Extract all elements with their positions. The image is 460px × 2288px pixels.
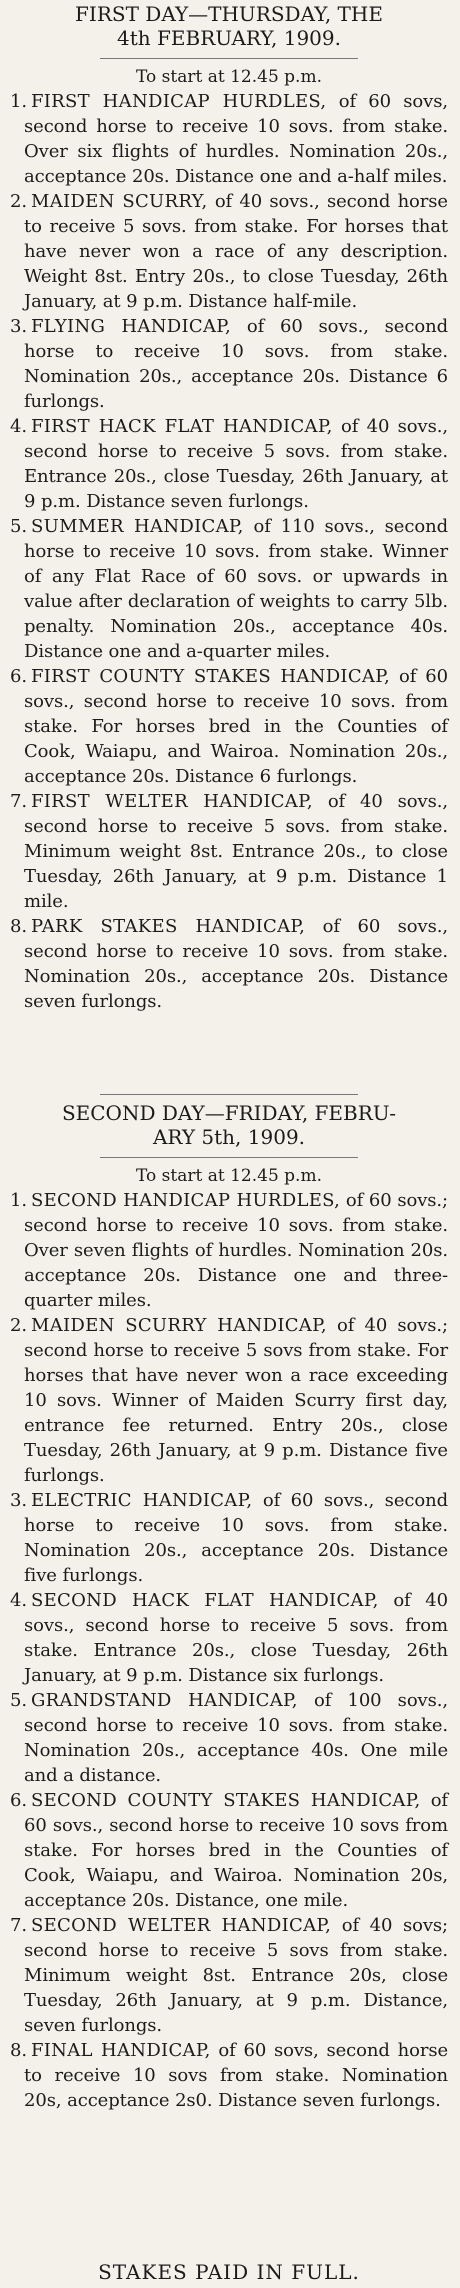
day-one-race-list bbox=[10, 89, 448, 1014]
day-two-section bbox=[10, 1086, 448, 2113]
divider bbox=[100, 1094, 358, 1095]
race-entry bbox=[10, 789, 448, 914]
race-number: 1. bbox=[10, 91, 27, 112]
day-one-section bbox=[10, 2, 448, 1014]
day-one-start-time: To start at 12.45 p.m. bbox=[136, 67, 322, 87]
race-conditions: of 60 sovs., second horse to receive 10 sovs. from stake. Nomination 20s., acceptance 20s. Distance 6 furlongs. bbox=[24, 316, 448, 412]
race-conditions: of 40 sovs; second horse to receive 5 sovs from stake. Minimum weight 8st. Entrance 20s, close Tuesday, 26th January, at 9 p.m. Distance, seven furlongs. bbox=[24, 1915, 449, 2036]
race-title: FIRST HACK FLAT HANDICAP, bbox=[30, 416, 333, 437]
race-entry bbox=[10, 1188, 448, 1313]
race-entry bbox=[10, 1588, 448, 1688]
race-title: FIRST COUNTY STAKES HANDICAP, bbox=[30, 666, 390, 687]
race-number: 2. bbox=[10, 191, 27, 212]
race-conditions: of 60 sovs., second horse to receive 10 sovs from stake. For horses bred in the Counties of Cook, Waiapu, and Wairoa. Nomination 20s, acceptance 20s. Distance, one mile. bbox=[24, 1790, 448, 1911]
race-entry bbox=[10, 1488, 448, 1588]
race-number: 2. bbox=[10, 1315, 27, 1336]
race-entry bbox=[10, 1313, 448, 1488]
day-two-heading bbox=[10, 1101, 448, 1149]
race-entry bbox=[10, 414, 448, 514]
day-two-start-time: To start at 12.45 p.m. bbox=[136, 1166, 322, 1186]
race-title: SECOND WELTER HANDICAP, bbox=[30, 1915, 332, 1936]
divider bbox=[100, 58, 358, 59]
race-number: 6. bbox=[10, 1790, 27, 1811]
race-number: 7. bbox=[10, 791, 27, 812]
race-title: SUMMER HANDICAP, bbox=[30, 516, 244, 537]
race-entry bbox=[10, 1688, 448, 1788]
race-conditions: of 40 sovs., second horse to receive 5 sovs. from stake. Entrance 20s., close Tuesday, 26th January, at 9 p.m. Distance six furlongs. bbox=[24, 1590, 448, 1686]
race-conditions: of 60 sovs.; second horse to receive 10 sovs. from stake. Over seven flights of hurdles. Nomination 20s. acceptance 20s. Distance one and three-quarter miles. bbox=[24, 1190, 448, 1311]
race-title: MAIDEN SCURRY HANDICAP, bbox=[30, 1315, 327, 1336]
footer-section bbox=[10, 2252, 448, 2285]
day-one-heading-line2: 4th FEBRUARY, 1909. bbox=[117, 26, 341, 50]
race-conditions: of 40 sovs.; second horse to receive 5 sovs from stake. For horses that have never won a race exceeding 10 sovs. Winner of Maiden Scurry first day, entrance fee returned. Entry 20s., close Tuesday, 26th January, at 9 p.m. Distance five furlongs. bbox=[24, 1315, 449, 1486]
race-title: FIRST HANDICAP HURDLES, bbox=[30, 91, 327, 112]
race-title: SECOND HANDICAP HURDLES, bbox=[30, 1190, 341, 1211]
day-one-heading bbox=[10, 2, 448, 50]
race-entry bbox=[10, 514, 448, 664]
race-entry bbox=[10, 1788, 448, 1913]
race-entry bbox=[10, 1913, 448, 2038]
race-entry bbox=[10, 89, 448, 189]
day-two-heading-line2: ARY 5th, 1909. bbox=[152, 1125, 306, 1149]
day-two-heading-line1: SECOND DAY—FRIDAY, FEBRU- bbox=[61, 1101, 397, 1125]
race-entry bbox=[10, 914, 448, 1014]
race-number: 6. bbox=[10, 666, 27, 687]
stakes-paid-notice: STAKES PAID IN FULL. bbox=[98, 2260, 360, 2284]
race-title: ELECTRIC HANDICAP, bbox=[30, 1490, 253, 1511]
race-conditions: of 110 sovs., second horse to receive 10 sovs. from stake. Winner of any Flat Race of 60 sovs. or upwards in value after declaration of weights to carry 5lb. penalty. Nomination 20s., acceptance 40s. Distance one and a-quarter miles. bbox=[24, 516, 448, 662]
race-number: 8. bbox=[10, 916, 27, 937]
race-conditions: of 40 sovs., second horse to receive 5 sovs. from stake. For horses that have never won a race of any description. Weight 8st. Entry 20s., to close Tuesday, 26th January, at 9 p.m. Distance half-mile. bbox=[24, 191, 448, 312]
race-number: 5. bbox=[10, 1690, 27, 1711]
race-number: 4. bbox=[10, 416, 27, 437]
race-entry bbox=[10, 664, 448, 789]
race-conditions: of 60 sovs., second horse to receive 10 sovs. from stake. Nomination 20s., acceptance 20s. Distance seven furlongs. bbox=[24, 916, 448, 1012]
race-conditions: of 60 sovs, second horse to receive 10 sovs from stake. Nomination 20s, acceptance 2s0. Distance seven furlongs. bbox=[24, 2040, 449, 2111]
race-entry bbox=[10, 314, 448, 414]
race-number: 4. bbox=[10, 1590, 27, 1611]
race-title: FINAL HANDICAP, bbox=[30, 2040, 211, 2061]
race-conditions: of 60 sovs., second horse to receive 10 sovs. from stake. Nomination 20s., acceptance 20s. Distance five furlongs. bbox=[24, 1490, 449, 1586]
race-number: 5. bbox=[10, 516, 27, 537]
race-conditions: of 40 sovs., second horse to receive 5 sovs. from stake. Minimum weight 8st. Entrance 20s., to close Tuesday, 26th January, at 9 p.m. Distance 1 mile. bbox=[24, 791, 448, 912]
race-number: 8. bbox=[10, 2040, 27, 2061]
race-title: GRANDSTAND HANDICAP, bbox=[30, 1690, 298, 1711]
day-two-race-list bbox=[10, 1188, 448, 2113]
race-entry bbox=[10, 2038, 448, 2113]
race-conditions: of 60 sovs, second horse to receive 10 sovs. from stake. Over six flights of hurdles. Nomination 20s., acceptance 20s. Distance one and a-half miles. bbox=[24, 91, 449, 187]
race-number: 1. bbox=[10, 1190, 27, 1211]
race-number: 3. bbox=[10, 316, 27, 337]
race-conditions: of 40 sovs., second horse to receive 5 sovs. from stake. Entrance 20s., close Tuesday, 26th January, at 9 p.m. Distance seven furlongs. bbox=[24, 416, 448, 512]
race-title: SECOND HACK FLAT HANDICAP, bbox=[30, 1590, 379, 1611]
race-title: FIRST WELTER HANDICAP, bbox=[30, 791, 313, 812]
divider bbox=[100, 1157, 358, 1158]
day-one-heading-line1: FIRST DAY—THURSDAY, THE bbox=[75, 2, 383, 26]
race-conditions: of 60 sovs., second horse to receive 10 sovs. from stake. For horses bred in the Counties of Cook, Waiapu, and Wairoa. Nomination 20s., acceptance 20s. Distance 6 furlongs. bbox=[24, 666, 448, 787]
race-title: SECOND COUNTY STAKES HANDICAP, bbox=[30, 1790, 421, 1811]
race-conditions: of 100 sovs., second horse to receive 10 sovs. from stake. Nomination 20s., acceptance 40s. One mile and a distance. bbox=[24, 1690, 449, 1786]
race-number: 3. bbox=[10, 1490, 27, 1511]
race-title: PARK STAKES HANDICAP, bbox=[30, 916, 306, 937]
race-title: FLYING HANDICAP, bbox=[30, 316, 232, 337]
race-entry bbox=[10, 189, 448, 314]
race-number: 7. bbox=[10, 1915, 27, 1936]
race-title: MAIDEN SCURRY, bbox=[30, 191, 208, 212]
